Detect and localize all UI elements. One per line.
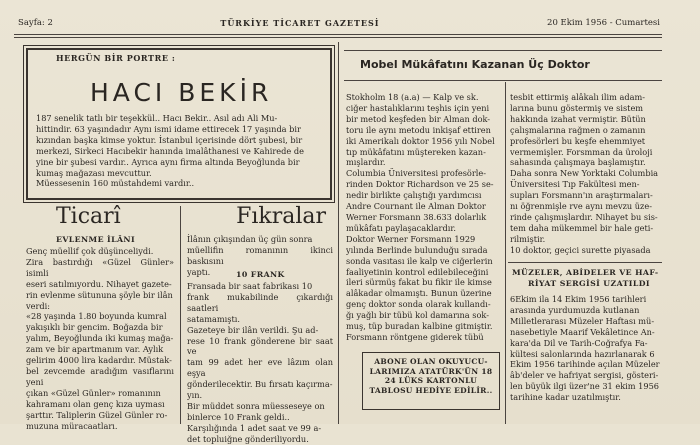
museum-head-2: RİYAT SERGİSİ UZATILDI: [528, 279, 650, 288]
museum-line: arasında yurdumuzda kutlanan: [510, 304, 640, 315]
news-col-b: [510, 92, 666, 256]
col2-line: Gazeteye bir ilân verildi. Şu ad-: [187, 324, 319, 335]
col1-line: kahramanı olan genç kıza uyması: [26, 398, 165, 409]
col1-line: Genç müellif çok düşünceliydi.: [26, 246, 154, 256]
news-b-line: larına bunu göstermiş ve sistem: [510, 102, 644, 113]
news-b-line: tem daha mükemmel bir hale geti-: [510, 222, 654, 233]
news-a-line: tıp mükâfatını müştereken kazan-: [346, 146, 486, 157]
section-title: [56, 204, 326, 229]
portrait-title: HACI BEKİR: [90, 78, 273, 107]
news-a-line: genç doktor sonda olarak kullandı-: [346, 299, 491, 310]
portrait-line: kızından başka kimse yoktur. İstanbul içerisinde dört şubesi, bir: [36, 134, 303, 145]
portrait-text: [36, 113, 322, 189]
portrait-line: merkezi, Sirkeci Hacıbekir hanında imalâthanesi ve Kahirede de: [36, 145, 304, 156]
col1-line: yakışıklı bir gencim. Boğazda bir: [26, 322, 163, 333]
news-b-line: hakkında izahat vermiştir. Bütün: [510, 113, 646, 124]
news-a-line: alâkadar olmamıştı. Bunun üzerine: [346, 288, 492, 299]
news-b-line: supları Forsmann'ın araştırmaları-: [510, 190, 653, 201]
col2-line: Karşılığında 1 adet saat ve 99 a-: [187, 422, 322, 433]
museum-top-rule: [508, 262, 662, 263]
news-a-line: rinden Doktor Richardson ve 25 se-: [346, 179, 494, 190]
news-b-line: 10 doktor, geçici surette piyasada: [510, 244, 651, 255]
header-rule-2: [14, 37, 662, 38]
museum-line: len büyük ilgi üzer'ne 31 ekim 1956: [510, 381, 659, 392]
news-b-line: tesbit ettirmiş alâkalı ilim adam-: [510, 92, 646, 102]
news-b-line: Daha sonra New Yorktaki Columbia: [510, 168, 659, 179]
col2-intro-line: İlânın çıkışından üç gün sonra: [187, 234, 313, 244]
col1-line: çıkan «Güzel Günler» romanının: [26, 387, 161, 398]
news-a-line: muş, tüp buradan kalbine gitmiştir.: [346, 321, 493, 332]
news-b-line: nı öğrenmişle rve aynı mevzu üze-: [510, 201, 652, 212]
news-a-line: ciğer hastalıklarını teşhis için yeni: [346, 102, 490, 113]
col1-line: zam ve bir apartmanım var. Aylık: [26, 344, 164, 355]
col2-line: rese 10 frank gönderene bir saat ve: [187, 335, 333, 357]
col2-subhead: 10 FRANK: [236, 270, 285, 279]
col2-line: satamamıştı.: [187, 313, 240, 324]
col1-line: «28 yaşında 1.80 boyunda kumral: [26, 311, 167, 322]
news-a-line: Andre Cournant ile Alman Doktor: [346, 201, 486, 212]
news-a-line: ğı yağlı bir tübü kol damarına sok-: [346, 310, 489, 321]
col2-line: frank mukabilinde çıkardığı saatleri: [187, 291, 333, 313]
col2-text: [187, 281, 333, 445]
news-b-line: profesörleri bu keşfe ehemmiyet: [510, 135, 646, 146]
section-title-right: Fıkralar: [236, 204, 326, 229]
section-title-left: Ticarî: [56, 204, 121, 229]
news-a-line: bir metod keşfeden bir Alman dok-: [346, 113, 491, 124]
news-b-line: sahasında çalışmaya başlamıştır.: [510, 157, 646, 168]
museum-line: kültesi salonlarında hazırlanarak 6: [510, 348, 655, 359]
col1-line: eseri satılmıyordu. Nihayet gazete-: [26, 278, 172, 289]
col1-line: Zira bastırdığı «Güzel Günler» isimli: [26, 256, 174, 278]
news-a-line: Werner Forsmann 38.633 dolarlık: [346, 211, 487, 222]
col2-line: Fransada bir saat fabrikası 10: [187, 281, 313, 291]
news-a-line: mükâfatı paylaşacaklardır.: [346, 222, 456, 233]
news-b-line: vermemişler. Forsmman da üroloji: [510, 146, 653, 157]
news-a-line: ileri sürmüş fakat bu fikir ile kimse: [346, 277, 492, 288]
museum-line: tarihine kadar uzatılmıştır.: [510, 392, 621, 403]
col2-line: det topluiğne gönderiliyordu.: [187, 433, 309, 444]
news-col-a: [346, 92, 502, 343]
portrait-label: HERGÜN BİR PORTRE :: [56, 53, 176, 63]
news-b-line: çalışmalarına rağmen o zamanın: [510, 124, 646, 135]
news-a-line: toru ile aynı metodu inkişaf ettiren: [346, 124, 491, 135]
portrait-line: kumaş mağazası mevcuttur.: [36, 167, 152, 178]
museum-line: Milletlerarası Müzeler Haftası mü-: [510, 315, 655, 326]
museum-line: nasebetiyle Maarif Vekâletince An-: [510, 326, 655, 337]
header-rule: [14, 34, 662, 35]
news-a-line: Forsmann röntgene giderek tübü: [346, 331, 484, 342]
news-b-line: rinde çalışmışlardır. Nihayet bu sis-: [510, 211, 658, 222]
news-a-line: sonda vasıtası ile kalp ve ciğerlerin: [346, 255, 493, 266]
news-col-divider: [505, 82, 506, 424]
column-divider: [338, 42, 339, 424]
museum-head-1: MÜZELER, ABİDELER VE HAF-: [512, 268, 659, 277]
museum-line: âb'deler ve hafriyat sergisi, gösteri-: [510, 370, 659, 381]
newspaper-name: TÜRKİYE TİCARET GAZETESİ: [220, 18, 380, 28]
col2-intro-line: müellifin romanının ikinci baskısını: [187, 244, 333, 266]
col2-line: binlerce 10 Frank geldi..: [187, 411, 290, 422]
news-a-line: yılında Berlinde bulunduğu sırada: [346, 244, 488, 255]
news-headline: Mobel Mükâfatını Kazanan Üç Doktor: [360, 58, 590, 71]
museum-text: [510, 294, 666, 403]
news-a-line: Doktor Werner Forsmann 1929: [346, 233, 476, 244]
news-a-line: iki Amerikalı doktor 1956 yılı Nobel: [346, 135, 495, 146]
museum-line: kara'da Dil ve Tarih-Coğrafya Fa-: [510, 337, 648, 348]
col2-intro-line: yaptı.: [187, 266, 211, 277]
news-a-line: Stokholm 18 (a.a) — Kalp ve sk.: [346, 92, 479, 102]
portrait-line: 187 senelik tatlı bir teşekkül.. Hacı Bekir.. Asıl adı Ali Mu-: [36, 113, 278, 123]
page-header: [18, 16, 660, 30]
page-number: Sayfa: 2: [18, 18, 53, 28]
col1-line: bel zevcemde aradığım vasıflarını yeni: [26, 365, 174, 387]
museum-line: 6Ekim ila 14 Ekim 1956 tarihleri: [510, 294, 647, 304]
portrait-line: hittindir. 63 yaşındadır Aynı ismi idame ettirecek 17 yaşında bir: [36, 123, 301, 134]
news-a-line: mışlardır.: [346, 157, 386, 168]
col1-line: gelirim 4000 lira kadardır. Müstak-: [26, 355, 172, 366]
col1-line: yalım, Beyoğlunda iki kumaş mağa-: [26, 333, 174, 344]
news-b-line: Üniversitesi Tıp Fakültesi men-: [510, 179, 640, 190]
portrait-line: yine bir şubesi vardır.. Ayrıca aynı firma altında Beyoğlunda bir: [36, 156, 300, 167]
museum-line: Ekim 1956 tarihinde açılan Müzeler: [510, 359, 660, 370]
news-a-line: nedir birlikte çalıştığı yardımcısı: [346, 190, 482, 201]
col1-text: [26, 246, 174, 431]
col1-line: verdi:: [26, 300, 51, 311]
col1-line: muzuna müracaatları.: [26, 420, 118, 431]
col1-subhead: EVLENME İLÂNI: [56, 235, 135, 244]
subscriber-notice: ABONE OLAN OKUYUCU- LARIMIZA ATATÜRK'ÜN 18 24 LÜKS KARTONLU TABLOSU HEDİYE EDİLİR..: [362, 352, 500, 410]
news-top-rule: [344, 50, 662, 51]
news-a-line: faaliyetinin kontrol edilebileceğini: [346, 266, 489, 277]
col1-line: rin evlenme sütununa şöyle bir ilân: [26, 289, 173, 300]
col1-line: şarttır. Taliplerin Güzel Günler ro-: [26, 409, 168, 420]
news-a-line: Columbia Üniversitesi profesörle-: [346, 168, 486, 179]
issue-date: 20 Ekim 1956 - Cumartesi: [547, 18, 660, 28]
col2-line: yın.: [187, 390, 203, 401]
news-b-line: rilmiştir.: [510, 233, 546, 244]
col2-line: Bir müddet sonra müesseseye on: [187, 400, 325, 411]
col2-line: gönderilecektir. Bu fırsatı kaçırma-: [187, 379, 333, 390]
portrait-line: Müessesenin 160 müstahdemi vardır..: [36, 178, 195, 189]
col2-line: tam 99 adet her eve lâzım olan eşya: [187, 357, 333, 379]
fikra-divider: [180, 206, 181, 424]
news-headline-rule: [344, 80, 662, 81]
